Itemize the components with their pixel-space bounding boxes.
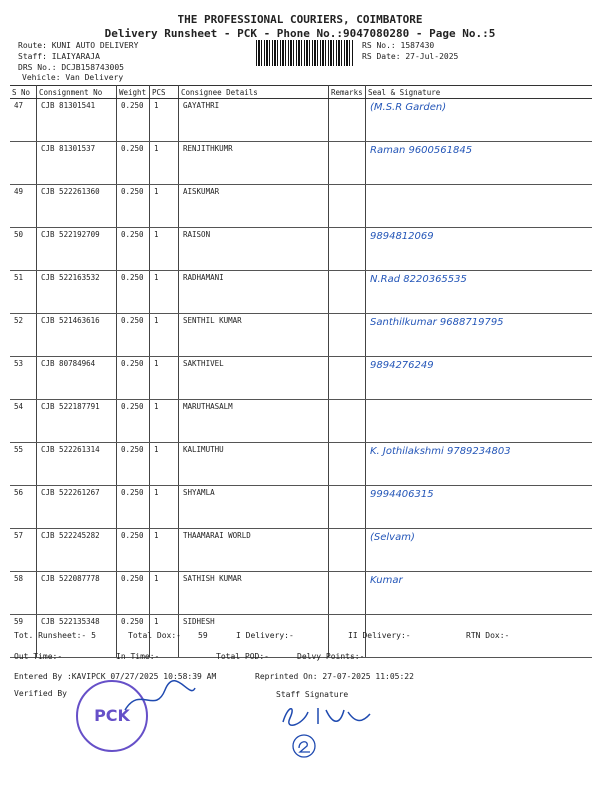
pck-stamp: PCK (76, 680, 148, 752)
row-weight: 0.250 (117, 228, 150, 271)
route-label: Route: KUNI AUTO DELIVERY (18, 41, 139, 50)
row-signature: (M.S.R Garden) (366, 99, 593, 142)
table-row (10, 185, 592, 228)
out-time: Out Time:- (14, 652, 63, 661)
row-weight: 0.250 (117, 185, 150, 228)
row-signature: K. Jothilakshmi 9789234803 (366, 443, 593, 486)
total-dox-label: Total Dox:- (128, 631, 181, 640)
col-weight: Weight (117, 86, 150, 99)
row-consignee: SHYAMLA (179, 486, 329, 529)
barcode (256, 40, 354, 66)
row-weight: 0.250 (117, 314, 150, 357)
row-consignment-no: CJB 522261267 (37, 486, 117, 529)
row-consignment-no: CJB 522261314 (37, 443, 117, 486)
row-sno: 55 (10, 443, 37, 486)
row-pcs: 1 (150, 142, 179, 185)
drs-label: DRS No.: DCJB158743005 (18, 63, 124, 72)
row-consignee: MARUTHASALM (179, 400, 329, 443)
row-sno: 52 (10, 314, 37, 357)
row-remarks (329, 185, 366, 228)
row-consignment-no: CJB 522261360 (37, 185, 117, 228)
row-consignee: SATHISH KUMAR (179, 572, 329, 615)
row-consignee: SENTHIL KUMAR (179, 314, 329, 357)
row-pcs: 1 (150, 99, 179, 142)
row-consignment-no: CJB 521463616 (37, 314, 117, 357)
row-weight: 0.250 (117, 400, 150, 443)
ii-delivery: II Delivery:- (348, 631, 411, 640)
row-consignment-no: CJB 522087778 (37, 572, 117, 615)
row-consignment-no: CJB 522192709 (37, 228, 117, 271)
row-remarks (329, 271, 366, 314)
staff-signature-label: Staff Signature (276, 690, 349, 699)
row-sno: 51 (10, 271, 37, 314)
table-row (10, 271, 592, 314)
row-remarks (329, 400, 366, 443)
row-signature: Kumar (366, 572, 593, 615)
company-title: THE PROFESSIONAL COURIERS, COIMBATORE (177, 13, 423, 26)
delvy-points: Delvy Points:- (297, 652, 365, 661)
row-pcs: 1 (150, 185, 179, 228)
row-weight: 0.250 (117, 615, 150, 658)
verified-by: Verified By (14, 689, 67, 698)
row-weight: 0.250 (117, 357, 150, 400)
row-remarks (329, 357, 366, 400)
table-row (10, 529, 592, 572)
row-pcs: 1 (150, 400, 179, 443)
rs-no: RS No.: 1587430 (362, 41, 435, 50)
col-signature: Seal & Signature (366, 86, 593, 99)
row-consignment-no: CJB 80784964 (37, 357, 117, 400)
row-sno: 53 (10, 357, 37, 400)
vehicle-label: Vehicle: Van Delivery (22, 73, 124, 82)
staff-label: Staff: ILAIYARAJA (18, 52, 100, 61)
table-row (10, 142, 592, 185)
row-remarks (329, 142, 366, 185)
rtn-dox: RTN Dox:- (466, 631, 510, 640)
row-signature: Raman 9600561845 (366, 142, 593, 185)
row-pcs: 1 (150, 529, 179, 572)
table-row (10, 228, 592, 271)
table-row (10, 486, 592, 529)
row-consignee: KALIMUTHU (179, 443, 329, 486)
row-signature (366, 400, 593, 443)
row-weight: 0.250 (117, 486, 150, 529)
row-remarks (329, 572, 366, 615)
table-row (10, 572, 592, 615)
row-consignee: THAAMARAI WORLD (179, 529, 329, 572)
row-sno: 58 (10, 572, 37, 615)
entered-by: Entered By :KAVIPCK 07/27/2025 10:58:39 AM (14, 672, 217, 681)
row-signature: Santhilkumar 9688719795 (366, 314, 593, 357)
row-sno: 49 (10, 185, 37, 228)
row-consignment-no: CJB 522245282 (37, 529, 117, 572)
row-remarks (329, 228, 366, 271)
row-signature: (Selvam) (366, 529, 593, 572)
row-pcs: 1 (150, 357, 179, 400)
runsheet-table (10, 85, 592, 658)
row-consignment-no: CJB 81301541 (37, 99, 117, 142)
reprinted-on: Reprinted On: 27-07-2025 11:05:22 (255, 672, 414, 681)
row-pcs: 1 (150, 314, 179, 357)
row-consignee: GAYATHRI (179, 99, 329, 142)
row-sno: 59 (10, 615, 37, 658)
row-signature: N.Rad 8220365535 (366, 271, 593, 314)
row-weight: 0.250 (117, 142, 150, 185)
row-sno: 56 (10, 486, 37, 529)
row-consignee: RENJITHKUMR (179, 142, 329, 185)
row-signature: 9994406315 (366, 486, 593, 529)
staff-initial-mark (290, 732, 320, 762)
col-pcs: PCS (150, 86, 179, 99)
row-remarks (329, 314, 366, 357)
row-consignee: SAKTHIVEL (179, 357, 329, 400)
row-signature: 9894812069 (366, 228, 593, 271)
row-pcs: 1 (150, 271, 179, 314)
table-row (10, 443, 592, 486)
runsheet-subtitle: Delivery Runsheet - PCK - Phone No.:9047080280 - Page No.:5 (104, 27, 496, 40)
row-signature: 9894276249 (366, 357, 593, 400)
row-sno: 54 (10, 400, 37, 443)
row-sno: 47 (10, 99, 37, 142)
col-remarks: Remarks (329, 86, 366, 99)
row-signature (366, 185, 593, 228)
i-delivery: I Delivery:- (236, 631, 294, 640)
row-consignee: SIDHESH (179, 615, 329, 658)
row-consignee: RADHAMANI (179, 271, 329, 314)
row-weight: 0.250 (117, 271, 150, 314)
row-remarks (329, 99, 366, 142)
row-consignment-no: CJB 522163532 (37, 271, 117, 314)
verifier-signature (120, 680, 200, 720)
row-pcs: 1 (150, 443, 179, 486)
table-row (10, 357, 592, 400)
row-pcs: 1 (150, 572, 179, 615)
table-row (10, 99, 592, 142)
total-pod: Total POD:- (216, 652, 269, 661)
table-row (10, 314, 592, 357)
row-remarks (329, 443, 366, 486)
row-sno: 50 (10, 228, 37, 271)
row-consignee: AISKUMAR (179, 185, 329, 228)
row-weight: 0.250 (117, 572, 150, 615)
row-remarks (329, 529, 366, 572)
row-consignment-no: CJB 522135348 (37, 615, 117, 658)
row-consignment-no: CJB 522187791 (37, 400, 117, 443)
row-remarks (329, 486, 366, 529)
row-weight: 0.250 (117, 443, 150, 486)
row-pcs: 1 (150, 486, 179, 529)
col-consignment: Consignment No (37, 86, 117, 99)
row-pcs: 1 (150, 228, 179, 271)
row-consignee: RAISON (179, 228, 329, 271)
row-sno: 57 (10, 529, 37, 572)
row-sno (10, 142, 37, 185)
row-consignment-no: CJB 81301537 (37, 142, 117, 185)
rs-date: RS Date: 27-Jul-2025 (362, 52, 459, 61)
table-row (10, 400, 592, 443)
total-dox-value: 59 (198, 631, 208, 640)
table-header-row (10, 86, 592, 99)
row-weight: 0.250 (117, 99, 150, 142)
row-weight: 0.250 (117, 529, 150, 572)
col-sno: S No (10, 86, 37, 99)
in-time: In Time:- (116, 652, 160, 661)
staff-signature (278, 700, 378, 730)
col-consignee: Consignee Details (179, 86, 329, 99)
row-pcs: 1 (150, 615, 179, 658)
tot-runsheet: Tot. Runsheet:- 5 (14, 631, 96, 640)
